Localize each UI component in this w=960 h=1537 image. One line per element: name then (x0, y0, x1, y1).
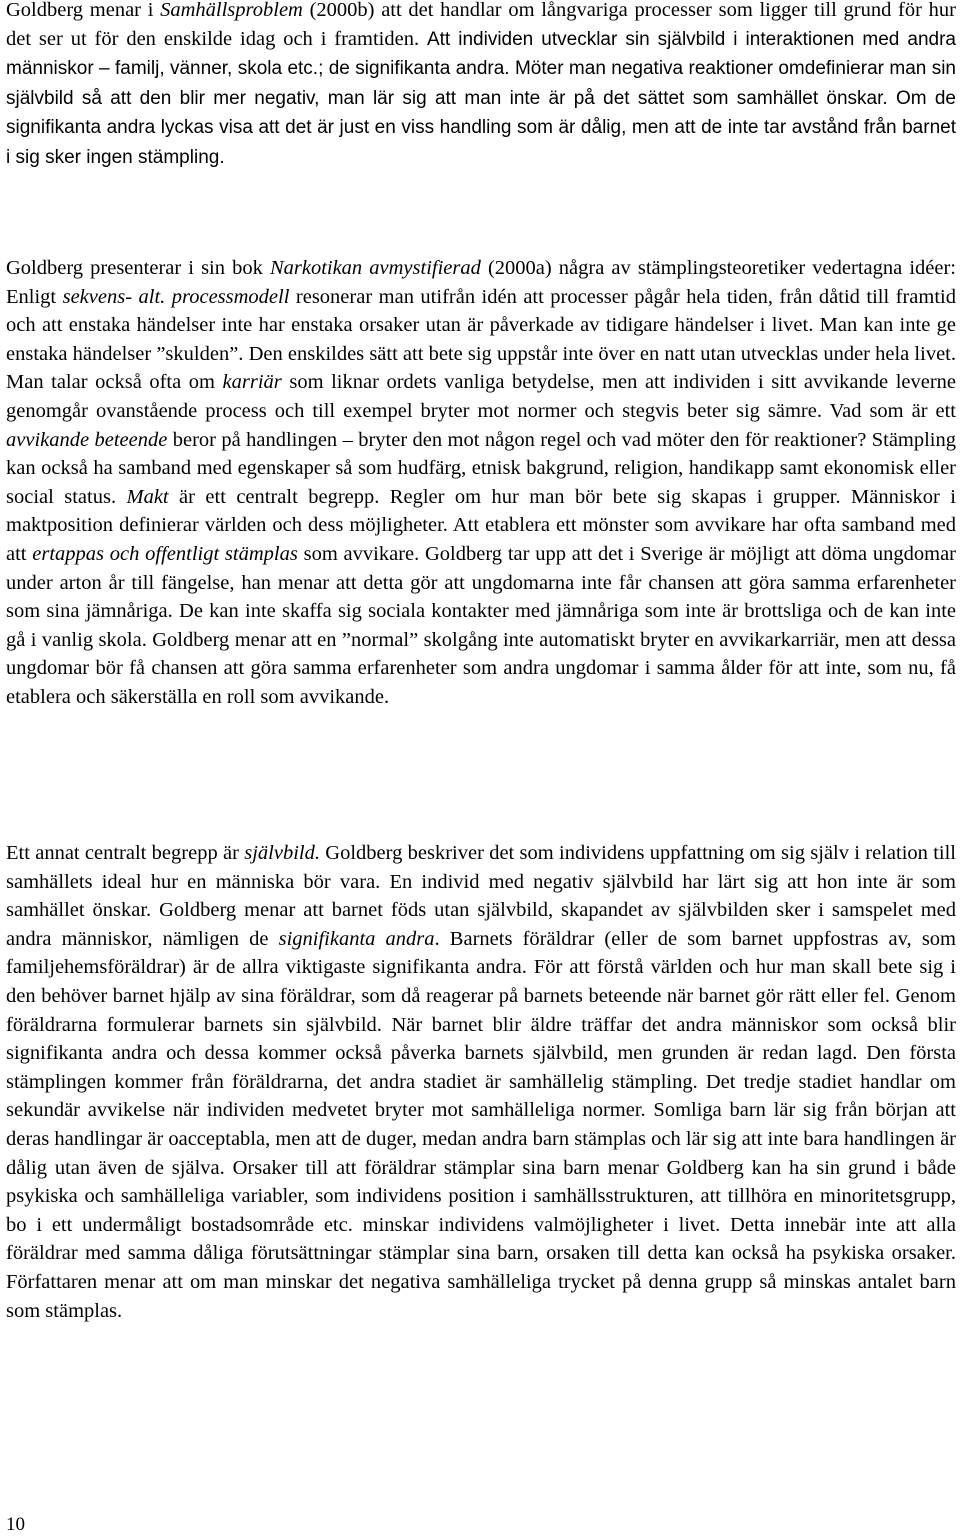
p2-text-g: som avvikare. Goldberg tar upp att det i Sverige är möjligt att döma ungdomar under arton år till fängelse, han menar att detta gör att ungdomarna inte får chansen att göra samma erfarenheter som sina jämnåriga. De kan inte skaffa sig sociala kontakter med jämnåriga som inte är brottsliga och de kan inte gå i vanlig skola. Goldberg menar att en ”normal” skolgång inte automatiskt bryter en avvikarkarriär, men att dessa ungdomar bör få chansen att göra samma erfarenheter som andra ungdomar i samma ålder för att inte, som nu, få etablera och säkerställa en roll som avvikande. (6, 542, 956, 708)
p3-italic-signifikanta-andra: signifikanta andra (278, 927, 435, 950)
p2-text-d: som liknar ordets vanliga betydelse, men att individen i sitt avvikande leverne genomgår ovanstående process och till exempel bryter mot normer och stegvis beter sig sämre. Vad som är ett (6, 371, 957, 422)
p1-text-a: Goldberg menar i (6, 0, 161, 21)
p2-italic-karriar: karriär (222, 371, 282, 394)
p2-text-f: är ett centralt begrepp. Regler om hur man bör bete sig skapas i grupper. Människor i maktposition definierar världen och dess möjligheter. Att etablera ett mönster som avvikare har ofta samband med att (6, 485, 956, 565)
p1-italic-samhallsproblem: Samhällsproblem (160, 0, 303, 21)
paragraph-1 (6, 0, 956, 173)
p2-italic-makt: Makt (126, 485, 169, 508)
p2-italic-book-title: Narkotikan avmystifierad (269, 257, 481, 279)
p2-text-b: (2000a) några av stämplingsteoretiker vedertagna idéer: Enligt (6, 257, 956, 308)
paragraph-2 (6, 254, 956, 712)
p1-text-c: Att individen utvecklar sin självbild i interaktionen med andra människor – familj, vänner, skola etc.; de signifikanta andra. Möter man negativa reaktioner omdefinierar man sin självbild så att den blir mer negativ, man lär sig att man inte är på det sättet som samhället önskar. Om de signifikanta andra lyckas visa att det är just en viss handling som är dålig, men att de inte tar avstånd från barnet i sig sker ingen stämpling. (6, 28, 956, 168)
p2-text-e: beror på handlingen – bryter den mot någon regel och vad möter den för reaktioner? Stämpling kan också ha samband med egenskaper så som hudfärg, etnisk bakgrund, religion, handikapp samt ekonomisk eller social status. (6, 428, 956, 508)
p2-italic-processmodell: sekvens- alt. processmodell (62, 285, 290, 308)
p3-text-b: Goldberg beskriver det som individens uppfattning om sig själv i relation till samhällets ideal hur en människa bör vara. En individ med negativ självbild har lärt sig att hon inte är som samhället önskar. Goldberg menar att barnet föds utan självbild, skapandet av självbilden sker i samspelet med andra människor, nämligen de (6, 842, 956, 950)
p2-italic-avvikande-beteende: avvikande beteende (6, 428, 168, 451)
p3-text-a: Ett annat centralt begrepp är (6, 842, 245, 864)
page-number: 10 (6, 1514, 25, 1535)
p2-text-a: Goldberg presenterar i sin bok (6, 257, 270, 279)
p2-text-c: resonerar man utifrån idén att processer pågår hela tiden, från dåtid till framtid och att enstaka händelser inte har enstaka orsaker utan är påverkade av tidigare händelser i livet. Man kan inte ge enstaka händelser ”skulden”. Den enskildes sätt att bete sig uppstår inte över en natt utan utvecklas under hela livet. Man talar också ofta om (6, 285, 956, 394)
p1-text-b: (2000b) att det handlar om långvariga processer som ligger till grund för hur det ser ut för den enskilde idag och i framtiden. (6, 0, 956, 50)
paragraph-3 (6, 839, 956, 1325)
p3-text-c: . Barnets föräldrar (eller de som barnet uppfostras av, som familjehemsföräldrar) är de allra viktigaste signifikanta andra. För att förstå världen och hur man skall bete sig i den behöver barnet hjälp av sina föräldrar, som då reagerar på barnets beteende när barnet gör rätt eller fel. Genom föräldrarna formulerar barnets sin självbild. När barnet blir äldre träffar det andra människor som också blir signifikanta andra och dessa kommer också påverka barnets självbild, men grunden är redan lagd. Den första stämplingen kommer från föräldrarna, det andra stadiet är samhällelig stämpling. Det tredje stadiet handlar om sekundär avvikelse när individen medvetet bryter mot samhälleliga normer. Somliga barn lär sig från början att deras handlingar är oacceptabla, men att de duger, medan andra barn stämplas och lär sig att inte bara handlingen är dålig utan även de själva. Orsaker till att föräldrar stämplar sina barn menar Goldberg kan ha sin grund i både psykiska och samhälleliga variabler, som individens position i samhällsstrukturen, att tillhöra en minoritetsgrupp, bo i ett undermåligt bostadsområde etc. minskar individens valmöjligheter i livet. Detta innebär inte att alla föräldrar med samma dåliga förutsättningar stämplar sina barn, orsaken till detta kan också ha psykiska orsaker. Författaren menar att om man minskar det negativa samhälleliga trycket på denna grupp så minskas antalet barn som stämplas. (6, 927, 956, 1322)
p3-italic-sjalvbild: självbild. (244, 842, 320, 864)
p2-italic-ertappas: ertappas och offentligt stämplas (32, 542, 298, 565)
